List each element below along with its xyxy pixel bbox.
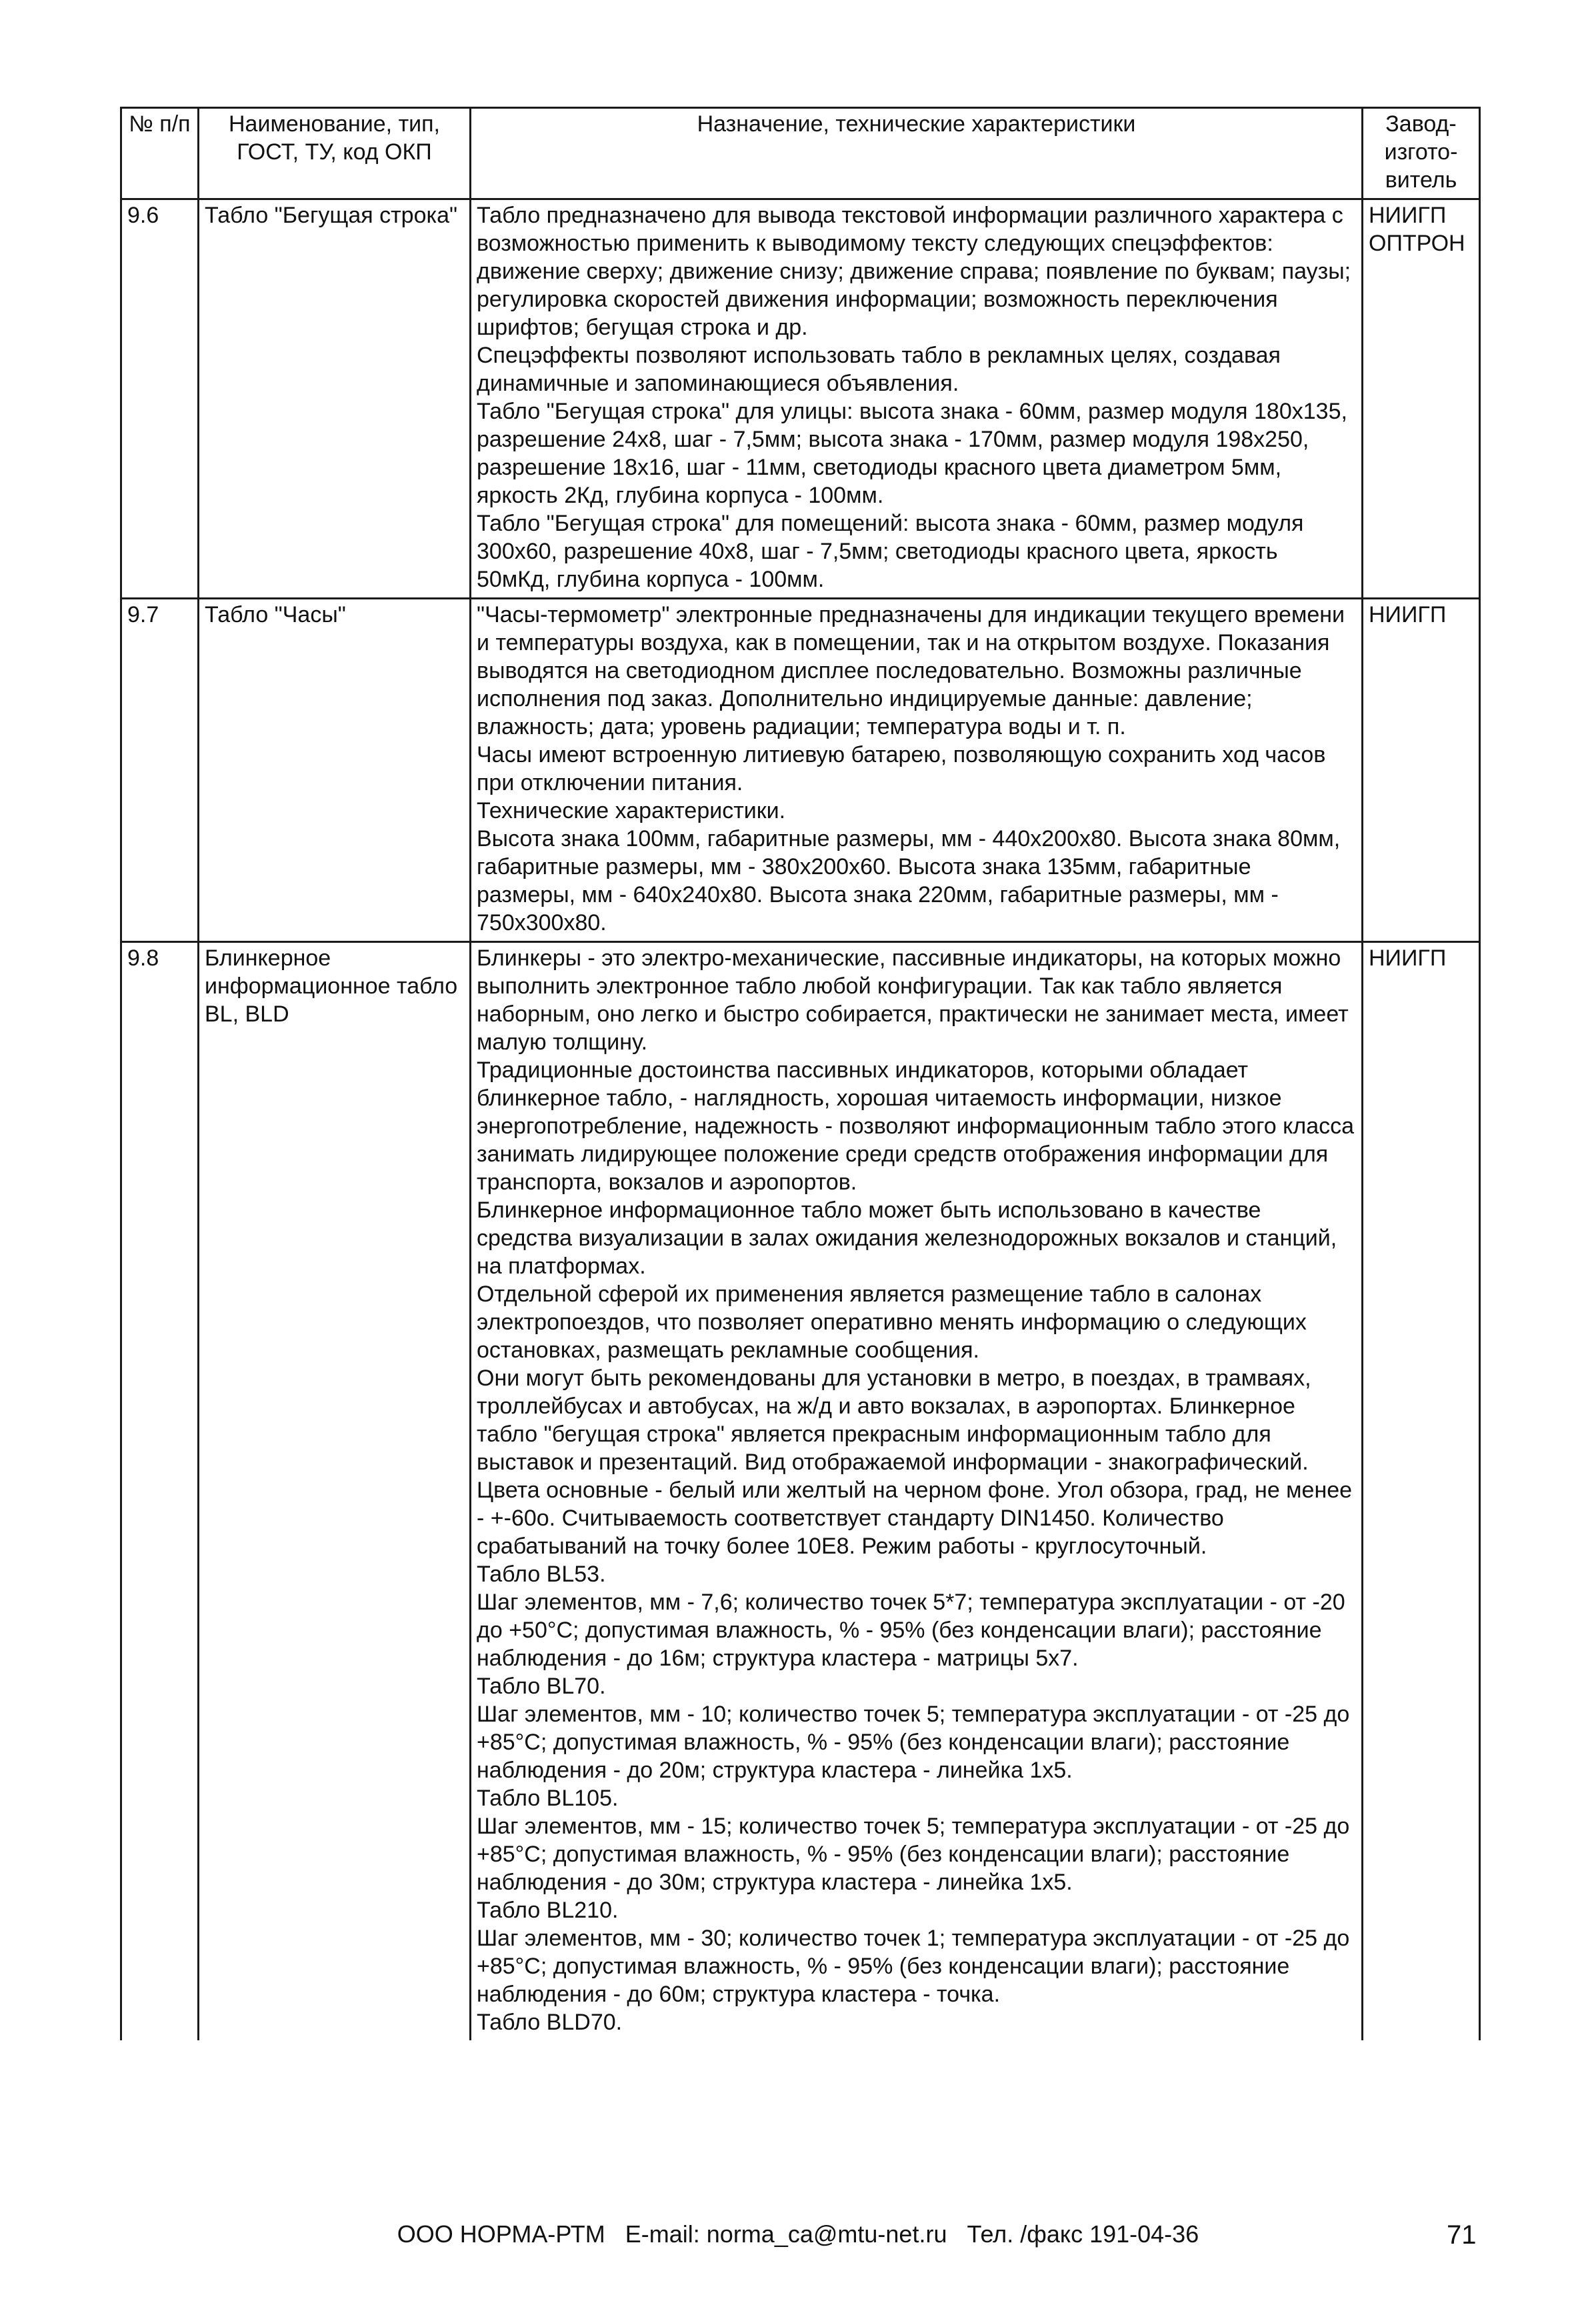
description-paragraph: Технические характеристики. [477, 798, 786, 823]
description-paragraph: Высота знака 100мм, габаритные размеры, мм - 440х200х80. Высота знака 80мм, габаритные размеры, мм - 380х200х60. Высота знака 135мм, габаритные размеры, мм - 640х240х80. Высота знака 220мм, габаритные размеры, мм - 750х300х80. [477, 826, 1341, 935]
description-paragraph: Часы имеют встроенную литиевую батарею, позволяющую сохранить ход часов при отключении питания. [477, 742, 1326, 795]
description-paragraph: Шаг элементов, мм - 10; количество точек 5; температура эксплуатации - от -25 до +85°С; допустимая влажность, % - 95% (без конденсации влаги); расстояние наблюдения - до 20м; структура кластера - линейка 1х5. [477, 1702, 1350, 1783]
description-paragraph: Шаг элементов, мм - 15; количество точек 5; температура эксплуатации - от -25 до +85°С; допустимая влажность, % - 95% (без конденсации влаги); расстояние наблюдения - до 30м; структура кластера - линейка 1х5. [477, 1814, 1350, 1895]
row-manufacturer: НИИГП [1363, 599, 1480, 942]
table-row [121, 199, 1480, 599]
row-number: 9.7 [121, 599, 199, 942]
description-paragraph: Блинкерное информационное табло может быть использовано в качестве средства визуализации в залах ожидания железнодорожных вокзалов и станций, на платформах. [477, 1198, 1337, 1279]
table-row [121, 599, 1480, 942]
document-page [120, 107, 1479, 2040]
row-number: 9.6 [121, 199, 199, 599]
header-num: № п/п [121, 108, 199, 199]
header-name: Наименование, тип, ГОСТ, ТУ, код ОКП [199, 108, 471, 199]
description-paragraph: Табло BL105. [477, 1786, 619, 1811]
description-paragraph: Табло BL53. [477, 1562, 606, 1587]
description-paragraph: Блинкеры - это электро-механические, пассивные индикаторы, на которых можно выполнить электронное табло любой конфигурации. Так как табло является наборным, оно легко и быстро собирается, практически не занимает места, имеет малую толщину. [477, 945, 1349, 1055]
row-number: 9.8 [121, 942, 199, 2041]
row-description [471, 199, 1363, 599]
table-header-row [121, 108, 1480, 199]
row-name: Табло "Часы" [199, 599, 471, 942]
footer-contacts [0, 2220, 1596, 2248]
row-name: Блинкерное информационное табло BL, BLD [199, 942, 471, 2041]
footer-email[interactable]: E-mail: norma_ca@mtu-net.ru [625, 2220, 947, 2248]
row-description [471, 599, 1363, 942]
header-manufacturer: Завод-изгото-витель [1363, 108, 1480, 199]
row-manufacturer: НИИГП [1363, 942, 1480, 2041]
description-paragraph: Табло BLD70. [477, 2010, 623, 2035]
description-paragraph: Табло "Бегущая строка" для улицы: высота знака - 60мм, размер модуля 180х135, разрешение 24х8, шаг - 7,5мм; высота знака - 170мм, размер модуля 198х250, разрешение 18х16, шаг - 11мм, светодиоды красного цвета диаметром 5мм, яркость 2Кд, глубина корпуса - 100мм. [477, 399, 1347, 508]
description-paragraph: Табло BL210. [477, 1898, 619, 1923]
row-manufacturer: НИИГП ОПТРОН [1363, 199, 1480, 599]
description-paragraph: Спецэффекты позволяют использовать табло в рекламных целях, создавая динамичные и запоминающиеся объявления. [477, 343, 1281, 396]
table-row [121, 942, 1480, 2041]
description-paragraph: Шаг элементов, мм - 7,6; количество точек 5*7; температура эксплуатации - от -20 до +50°С; допустимая влажность, % - 95% (без конденсации влаги); расстояние наблюдения - до 16м; структура кластера - матрицы 5х7. [477, 1590, 1345, 1671]
description-paragraph: Табло BL70. [477, 1674, 606, 1699]
row-name: Табло "Бегущая строка" [199, 199, 471, 599]
description-paragraph: Табло предназначено для вывода текстовой информации различного характера с возможностью применить к выводимому тексту следующих спецэффектов: движение сверху; движение снизу; движение справа; появление по буквам; паузы; регулировка скоростей движения информации; возможность переключения шрифтов; бегущая строка и др. [477, 203, 1351, 340]
description-paragraph: Они могут быть рекомендованы для установки в метро, в поездах, в трамваях, троллейбусах и автобусах, на ж/д и авто вокзалах, в аэропортах. Блинкерное табло "бегущая строка" является прекрасным информационным табло для выставок и презентаций. Вид отображаемой информации - знакографический. Цвета основные - белый или желтый на черном фоне. Угол обзора, град, не менее - +-60о. Считываемость соответствует стандарту DIN1450. Количество срабатываний на точку более 10Е8. Режим работы - круглосуточный. [477, 1366, 1353, 1559]
footer-company: ООО НОРМА-РТМ [397, 2220, 605, 2248]
header-desc: Назначение, технические характеристики [471, 108, 1363, 199]
page-number: 71 [1447, 2220, 1477, 2250]
spec-table [120, 107, 1481, 2040]
description-paragraph: Отдельной сферой их применения является размещение табло в салонах электропоездов, что позволяет оперативно менять информацию о следующих остановках, размещать рекламные сообщения. [477, 1282, 1307, 1363]
description-paragraph: Традиционные достоинства пассивных индикаторов, которыми обладает блинкерное табло, - наглядность, хорошая читаемость информации, низкое энергопотребление, надежность - позволяют информационным табло этого класса занимать лидирующее положение среди средств отображения информации для транспорта, вокзалов и аэропортов. [477, 1057, 1355, 1195]
footer-phone: Тел. /факс 191-04-36 [967, 2220, 1199, 2248]
description-paragraph: Табло "Бегущая строка" для помещений: высота знака - 60мм, размер модуля 300х60, разрешение 40х8, шаг - 7,5мм; светодиоды красного цвета, яркость 50мКд, глубина корпуса - 100мм. [477, 511, 1304, 592]
description-paragraph: Шаг элементов, мм - 30; количество точек 1; температура эксплуатации - от -25 до +85°С; допустимая влажность, % - 95% (без конденсации влаги); расстояние наблюдения - до 60м; структура кластера - точка. [477, 1926, 1350, 2007]
row-description [471, 942, 1363, 2041]
description-paragraph: "Часы-термометр" электронные предназначены для индикации текущего времени и температуры воздуха, как в помещении, так и на открытом воздухе. Показания выводятся на светодиодном дисплее последовательно. Возможны различные исполнения под заказ. Дополнительно индицируемые данные: давление; влажность; дата; уровень радиации; температура воды и т. п. [477, 602, 1345, 739]
